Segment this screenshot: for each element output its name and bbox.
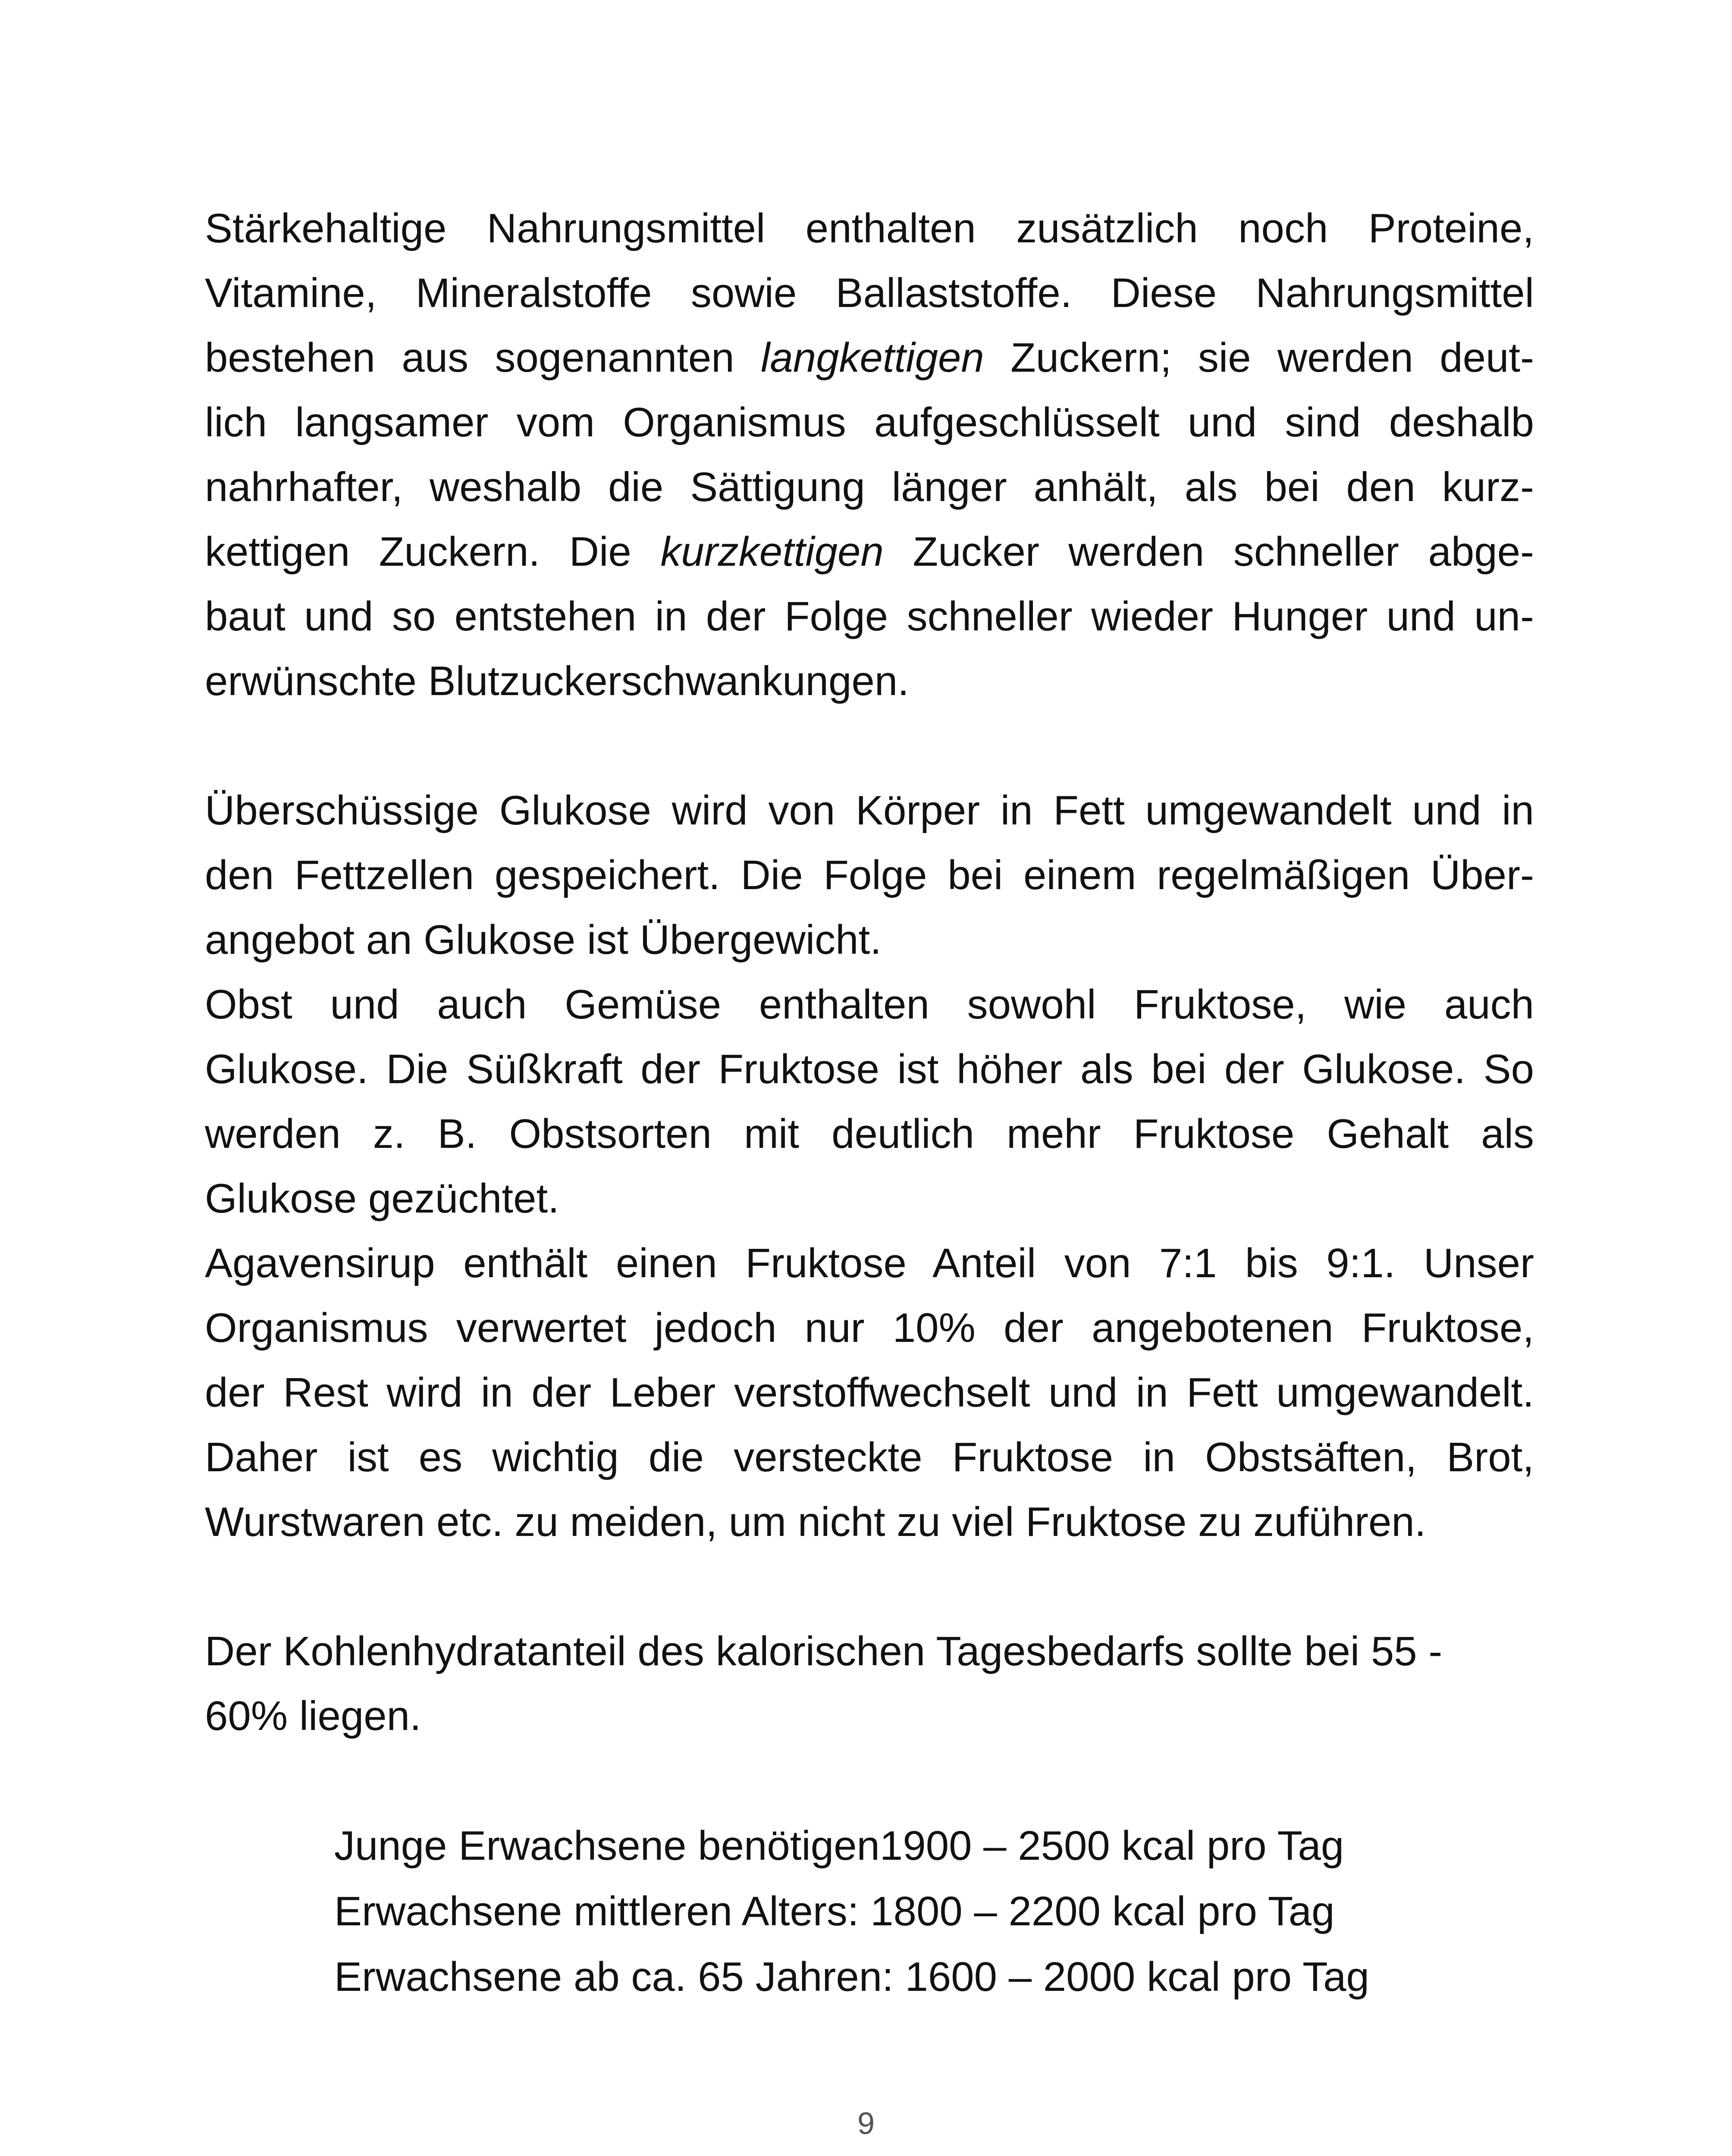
text-line: Daher ist es wichtig die versteckte Fruktose in Obstsäften, Brot, xyxy=(205,1434,1534,1480)
paragraph-glucose-fructose xyxy=(205,778,1534,1554)
text-line: nahrhafter, weshalb die Sättigung länger anhält, als bei den kurz- xyxy=(205,464,1534,510)
text-line: den Fettzellen gespeichert. Die Folge bei einem regelmäßigen Über- xyxy=(205,852,1534,898)
text-line: angebot an Glukose ist Übergewicht. xyxy=(205,917,882,963)
calorie-requirements-list xyxy=(334,1813,1369,2010)
text-line: Obst und auch Gemüse enthalten sowohl Fruktose, wie auch xyxy=(205,981,1534,1028)
text-line: Überschüssige Glukose wird von Körper in Fett umgewandelt und in xyxy=(205,787,1534,834)
paragraph-starch xyxy=(205,196,1534,714)
text-line: Der Kohlenhydratanteil des kalorischen Tagesbedarfs sollte bei 55 - xyxy=(205,1628,1443,1674)
text-line: erwünschte Blutzuckerschwankungen. xyxy=(205,658,909,704)
text-line: Stärkehaltige Nahrungsmittel enthalten zusätzlich noch Proteine, xyxy=(205,205,1534,251)
text-line: Glukose. Die Süßkraft der Fruktose ist höher als bei der Glukose. So xyxy=(205,1046,1534,1092)
text-line: Glukose gezüchtet. xyxy=(205,1175,559,1222)
text-line: Organismus verwertet jedoch nur 10% der angebotenen Fruktose, xyxy=(205,1305,1534,1351)
text-line: werden z. B. Obstsorten mit deutlich mehr Fruktose Gehalt als xyxy=(205,1111,1534,1157)
text-run: Zuckern; sie werden deut- xyxy=(984,335,1534,381)
text-line: baut und so entstehen in der Folge schneller wieder Hunger und un- xyxy=(205,593,1534,639)
text-line xyxy=(205,520,1534,584)
text-run: kettigen Zuckern. Die xyxy=(205,529,661,575)
list-item: Erwachsene ab ca. 65 Jahren: 1600 – 2000 kcal pro Tag xyxy=(334,1954,1369,2000)
text-line: Agavensirup enthält einen Fruktose Anteil von 7:1 bis 9:1. Unser xyxy=(205,1240,1534,1286)
text-line: Vitamine, Mineralstoffe sowie Ballaststoffe. Diese Nahrungsmittel xyxy=(205,270,1534,316)
text-run: bestehen aus sogenannten xyxy=(205,335,761,381)
text-line: 60% liegen. xyxy=(205,1693,421,1739)
italic-term: kurzkettigen xyxy=(660,529,884,575)
text-run: Zucker werden schneller abge- xyxy=(883,529,1534,575)
text-line xyxy=(205,326,1534,390)
italic-term: langkettigen xyxy=(761,335,984,381)
text-line: lich langsamer vom Organismus aufgeschlüsselt und sind deshalb xyxy=(205,399,1534,445)
paragraph-carb-share xyxy=(205,1619,1534,1749)
list-item: Junge Erwachsene benötigen1900 – 2500 kcal pro Tag xyxy=(334,1823,1344,1869)
list-item: Erwachsene mittleren Alters: 1800 – 2200 kcal pro Tag xyxy=(334,1888,1335,1934)
text-line: der Rest wird in der Leber verstoffwechselt und in Fett umgewandelt. xyxy=(205,1369,1534,1416)
text-line: Wurstwaren etc. zu meiden, um nicht zu viel Fruktose zu zuführen. xyxy=(205,1499,1426,1545)
page-number: 9 xyxy=(857,2106,875,2141)
